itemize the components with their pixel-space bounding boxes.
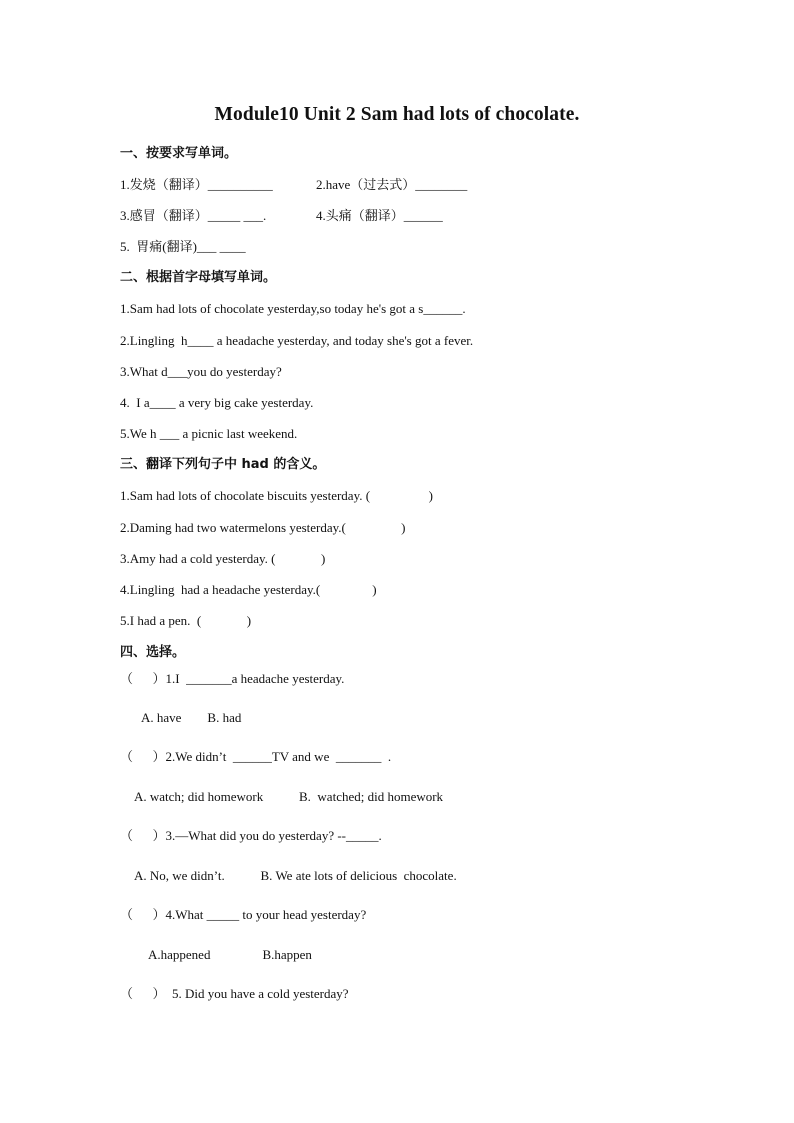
section1-item-4: 4.头痛（翻译）______ (316, 208, 443, 223)
section3-item-3: 3.Amy had a cold yesterday. ( ) (120, 551, 326, 566)
section3-item-4: 4.Lingling had a headache yesterday.( ) (120, 582, 377, 597)
section2-item-3: 3.What d___you do yesterday? (120, 364, 282, 379)
section1-item-2: 2.have（过去式）________ (316, 177, 468, 192)
page-title: Module10 Unit 2 Sam had lots of chocolate. (214, 104, 580, 125)
section2-item-1: 1.Sam had lots of chocolate yesterday,so today he's got a s______. (120, 301, 466, 316)
section4-question-3: （ ）3.—What did you do yesterday? --_____. (120, 828, 382, 843)
section3-item-2: 2.Daming had two watermelons yesterday.( ) (120, 520, 406, 535)
section4-options-1: A. have B. had (141, 710, 242, 725)
section3-item-1: 1.Sam had lots of chocolate biscuits yesterday. ( ) (120, 488, 433, 503)
section1-item-3: 3.感冒（翻译）_____ ___. (120, 208, 267, 223)
section4-question-5: （ ） 5. Did you have a cold yesterday? (120, 986, 349, 1001)
section2-item-2: 2.Lingling h____ a headache yesterday, and today she's got a fever. (120, 333, 474, 348)
section2-item-4: 4. I a____ a very big cake yesterday. (120, 395, 314, 410)
section1-heading: 一、按要求写单词。 (120, 146, 238, 161)
section4-heading: 四、选择。 (120, 645, 186, 660)
section4-question-4: （ ）4.What _____ to your head yesterday? (120, 907, 367, 922)
section4-options-3: A. No, we didn’t. B. We ate lots of delicious chocolate. (134, 868, 457, 883)
section4-question-2: （ ）2.We didn’t ______TV and we _______ . (120, 749, 392, 764)
section4-options-2: A. watch; did homework B. watched; did homework (134, 789, 444, 804)
section2-item-5: 5.We h ___ a picnic last weekend. (120, 426, 298, 441)
section4-question-1: （ ）1.I _______a headache yesterday. (120, 671, 345, 686)
section1-item-1: 1.发烧（翻译）__________ (120, 177, 273, 192)
section3-heading: 三、翻译下列句子中 had 的含义。 (120, 457, 326, 472)
section3-item-5: 5.I had a pen. ( ) (120, 613, 252, 628)
section4-options-4: A.happened B.happen (148, 947, 312, 962)
section1-item-5: 5. 胃痛(翻译)___ ____ (120, 239, 246, 254)
section2-heading: 二、根据首字母填写单词。 (120, 270, 277, 285)
